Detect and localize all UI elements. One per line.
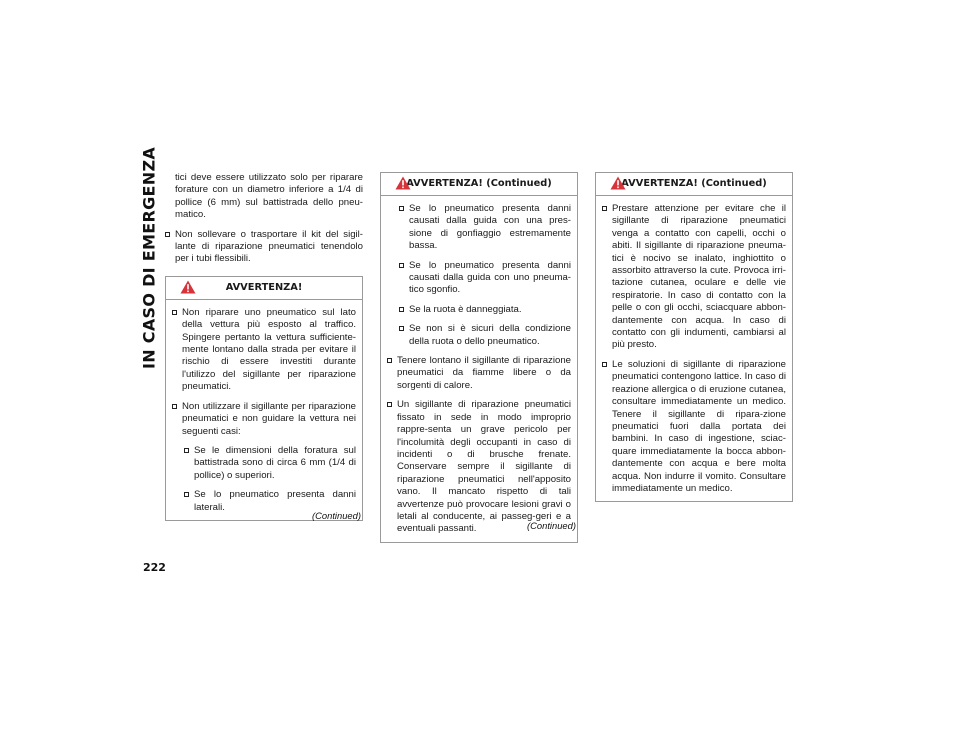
warning-title: AVVERTENZA! (Continued) <box>621 178 767 189</box>
section-tab-label: IN CASO DI EMERGENZA <box>139 146 159 370</box>
warning-header <box>166 277 362 300</box>
list-item-text: Se lo pneumatico presenta danni laterali. <box>194 489 356 513</box>
list-item-text: Se le dimensioni della foratura sul battistrada sono di circa 6 mm (1/4 di pollice) o superiori. <box>194 444 356 481</box>
page-number: 222 <box>143 561 166 574</box>
section-tab <box>138 146 160 370</box>
square-bullet-icon <box>172 310 177 315</box>
warning-header <box>596 173 792 196</box>
square-bullet-icon <box>172 404 177 409</box>
warning-body <box>166 300 362 520</box>
warning-box <box>595 172 793 502</box>
list-item-text: Non sollevare o trasportare il kit del sigil-lante di riparazione pneumatici tenendolo per i tubi flessibili. <box>175 228 363 265</box>
square-bullet-icon <box>602 206 607 211</box>
square-bullet-icon <box>399 307 404 312</box>
warning-box <box>380 172 578 543</box>
square-bullet-icon <box>165 232 170 237</box>
warning-header <box>381 173 577 196</box>
square-bullet-icon <box>399 326 404 331</box>
intro-paragraph: tici deve essere utilizzato solo per riparare forature con un diametro inferiore a 1/4 di pollice (6 mm) sul battistrada dello pneu-matico. <box>175 172 363 221</box>
square-bullet-icon <box>387 402 392 407</box>
list-item-text: Se lo pneumatico presenta danni causati dalla guida con una pres-sione di gonfiaggio estremamente bassa. <box>409 203 571 252</box>
list-item-text: Non riparare uno pneumatico sul lato della vettura più esposto al traffico. Spingere pertanto la vettura sufficiente-mente lontano dalla strada per evitare il rischio di essere investiti durante l'utilizzo del sigillante per riparazione pneumatici. <box>182 306 356 393</box>
square-bullet-icon <box>602 362 607 367</box>
list-item-text: Tenere lontano il sigillante di riparazione pneumatici da fiamme libere o da sorgenti di calore. <box>397 355 571 391</box>
list-subitem <box>399 203 571 253</box>
list-item-text: Se la ruota è danneggiata. <box>409 303 522 315</box>
list-item-text: Un sigillante di riparazione pneumatici fissato in sede in modo improprio rappre-senta un grave pericolo per l'incolumità degli occupanti in caso di incidenti o di brusche frenate. Conservare sempre il sigillante di riparazione pneumatici nell'apposito vano. Il mancato rispetto di tali avvertenze può provocare lesioni gravi o letali al conducente, ai passeg-geri e a eventuali passanti. <box>397 399 571 535</box>
warning-title: AVVERTENZA! (Continued) <box>406 178 552 189</box>
column-1 <box>165 172 363 521</box>
list-item-text: Prestare attenzione per evitare che il sigillante di riparazione pneumatici venga a contatto con capelli, occhi o abiti. Il sigillante di riparazione pneuma-tici è nocivo se inalato, inghiottito o assorbito attraverso la cute. Provoca irri-tazione cutanea, oculare e delle vie respiratorie. In caso di contatto con la pelle o con gli occhi, sciacquare abbon-dantemente con acqua. In caso di contatto con gli indumenti, cambiarsi al più presto. <box>612 203 786 351</box>
list-subitem <box>399 260 571 297</box>
list-item-text: Se lo pneumatico presenta danni causati dalla guida con uno pneuma-tico sgonfio. <box>409 259 571 296</box>
list-item <box>387 355 571 392</box>
list-item <box>172 401 356 438</box>
square-bullet-icon <box>399 206 404 211</box>
list-subitem <box>399 323 571 348</box>
list-item-text: Non utilizzare il sigillante per riparazione pneumatici e non guidare la vettura nei seguenti casi: <box>182 400 356 437</box>
warning-triangle-icon <box>180 280 196 294</box>
list-subitem <box>184 445 356 482</box>
list-item <box>172 307 356 394</box>
list-item <box>165 229 363 266</box>
list-item <box>387 399 571 535</box>
square-bullet-icon <box>184 492 189 497</box>
list-subitem <box>399 304 571 316</box>
warning-body <box>596 196 792 501</box>
continued-label: (Continued) <box>527 520 576 531</box>
column-3 <box>595 172 793 502</box>
list-item-text: Le soluzioni di sigillante di riparazione pneumatici contengono lattice. In caso di reazione allergica o di eruzione cutanea, consultare immediatamente un medico. Tenere il sigillante di ripara-zione pneumatici fuori dalla portata dei bambini. In caso di ingestione, sciac-quare immediatamente la bocca abbon-dantemente con acqua e bere molta acqua. Non indurre il vomito. Consultare immediatamente un medico. <box>612 358 786 494</box>
list-item-text: Se non si è sicuri della condizione della ruota o dello pneumatico. <box>409 323 571 347</box>
square-bullet-icon <box>184 448 189 453</box>
warning-title: AVVERTENZA! <box>225 281 303 293</box>
list-item <box>602 203 786 352</box>
warning-body <box>381 196 577 542</box>
warning-box <box>165 276 363 521</box>
square-bullet-icon <box>399 263 404 268</box>
warning-triangle-icon <box>610 176 626 190</box>
column-2 <box>380 172 578 543</box>
warning-triangle-icon <box>395 176 411 190</box>
square-bullet-icon <box>387 358 392 363</box>
list-item <box>602 359 786 495</box>
continued-label: (Continued) <box>312 510 361 521</box>
